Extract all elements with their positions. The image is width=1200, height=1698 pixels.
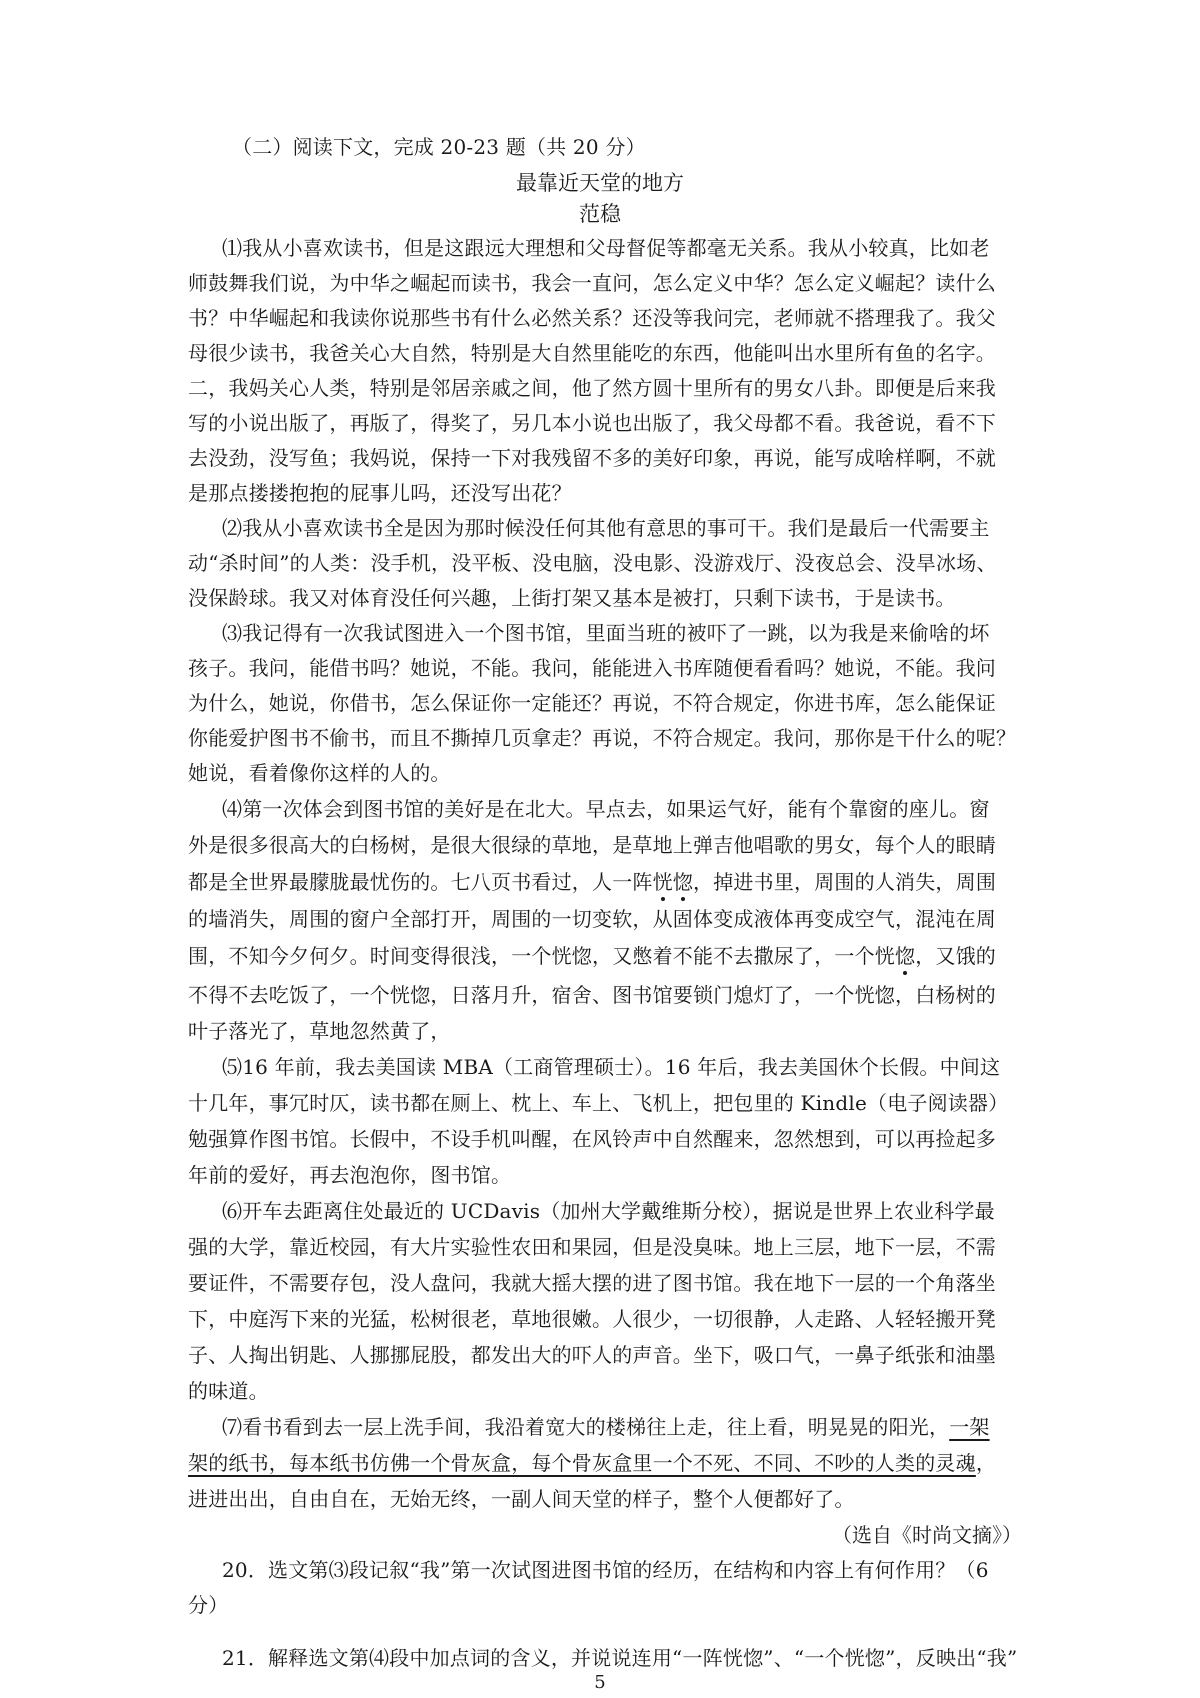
paragraph-5-line: 年前的爱好，再去泡泡你，图书馆。 [188,1163,512,1187]
paragraph-1-line: 书？中华崛起和我读你说那些书有什么必然关系？还没等我问完，老师就不搭理我了。我父 [188,306,996,330]
article-title: 最靠近天堂的地方 [516,171,684,195]
paragraph-7-line: 进进出出，自由自在，无始无终，一副人间天堂的样子，整个人便都好了。 [188,1487,855,1511]
paragraph-4-line [188,869,996,895]
paragraph-1-line: 去没劲，没写鱼；我妈说，保持一下对我残留不多的美好印象，再说，能写成啥样啊，不就 [188,446,996,470]
paragraph-1-line: 师鼓舞我们说，为中华之崛起而读书，我会一直问，怎么定义中华？怎么定义崛起？读什么 [188,271,996,295]
emphasis-dot-word: 惚 [672,870,694,894]
paragraph-5-line: ⑸16 年前，我去美国读 MBA（工商管理硕士）。16 年后，我去美国休个长假。中间这 [222,1055,1001,1079]
question-20: 20．选文第⑶段记叙“我”第一次试图进图书馆的经历，在结构和内容上有何作用？（6 [222,1558,989,1582]
paragraph-6-line: 下，中庭泻下来的光猛，松树很老，草地很嫩。人很少，一切很静，人走路、人轻轻搬开凳 [188,1307,996,1331]
question-20-continuation: 分） [188,1593,229,1617]
paragraph-3-line: 你能爱护图书不偷书，而且不撕掉几页拿走？再说，不符合规定。我问，那你是干什么的呢？ [188,726,1017,750]
paragraph-6-line: ⑹开车去距离住处最近的 UCDavis（加州大学戴维斯分校），据说是世界上农业科学最 [222,1199,995,1223]
article-source: （选自《时尚文摘》） [832,1523,1022,1547]
paragraph-3-line: 她说，看着像你这样的人的。 [188,761,451,785]
paragraph-4-line: 的墙消失，周围的窗户全部打开，周围的一切变软，从固体变成液体再变成空气，混沌在周 [188,907,996,931]
paragraph-6-line: 子、人掏出钥匙、人挪挪屁股，都发出大的吓人的声音。坐下，吸口气，一鼻子纸张和油墨 [188,1343,996,1367]
paragraph-4-text: 都是全世界最朦胧最忧伤的。七八页书看过，人一阵 [188,870,653,894]
paragraph-1-line: 二，我妈关心人类，特别是邻居亲戚之间，他了然方圆十里所有的男女八卦。即便是后来我 [188,376,996,400]
paragraph-7-text: ⑺看书看到去一层上洗手间，我沿着宽大的楼梯往上走，往上看，明晃晃的阳光， [222,1415,950,1439]
paragraph-4-text: ，掉进书里，周围的人消失，周围 [693,870,997,894]
paragraph-4-line: 外是很多很高大的白杨树，是很大很绿的草地，是草地上弹吉他唱歌的男女，每个人的眼睛 [188,833,996,857]
paragraph-7-line [222,1414,990,1440]
underlined-sentence: 架的纸书，每本纸书仿佛一个骨灰盒，每个骨灰盒里一个不死、不同、不吵的人类的灵魂 [188,1451,976,1475]
paragraph-2-line: ⑵我从小喜欢读书全是因为那时候没任何其他有意思的事可干。我们是最后一代需要主 [222,516,990,540]
paragraph-2-line: 没保龄球。我又对体育没任何兴趣，上街打架又基本是被打，只剩下读书，于是读书。 [188,586,956,610]
paragraph-1-line: 母很少读书，我爸关心大自然，特别是大自然里能吃的东西，他能叫出水里所有鱼的名字。 [188,341,996,365]
paragraph-4-text: ，又饿的 [915,944,997,968]
paragraph-7-text: ， [975,1451,997,1475]
emphasis-dot-word: 惚 [895,944,916,968]
paragraph-1-line: ⑴我从小喜欢读书，但是这跟远大理想和父母督促等都毫无关系。我从小较真，比如老 [222,236,990,260]
paragraph-1-line: 写的小说出版了，再版了，得奖了，另几本小说也出版了，我父母都不看。我爸说，看不下 [188,411,996,435]
page-number: 5 [594,1672,606,1693]
paragraph-1-line: 是那点搂搂抱抱的屁事儿吗，还没写出花？ [188,481,572,505]
article-author: 范稳 [579,202,621,226]
underlined-sentence: 一架 [949,1415,990,1439]
paragraph-4-line: 不得不去吃饭了，一个恍惚，日落月升，宿舍、图书馆要锁门熄灯了，一个恍惚，白杨树的 [188,983,996,1007]
paragraph-3-line: ⑶我记得有一次我试图进入一个图书馆，里面当班的被吓了一跳，以为我是来偷啥的坏 [222,621,990,645]
paragraph-7-line [188,1450,996,1476]
paragraph-4-line: ⑷第一次体会到图书馆的美好是在北大。早点去，如果运气好，能有个靠窗的座儿。窗 [222,797,990,821]
paragraph-4-line: 叶子落光了，草地忽然黄了， [188,1019,451,1043]
question-21: 21．解释选文第⑷段中加点词的含义，并说说连用“一阵恍惚”、“一个恍惚”，反映出“我” [222,1646,1018,1670]
paragraph-3-line: 孩子。我问，能借书吗？她说，不能。我问，能能进入书库随便看看吗？她说，不能。我问 [188,656,996,680]
paragraph-5-line: 勉强算作图书馆。长假中，不设手机叫醒，在风铃声中自然醒来，忽然想到，可以再捡起多 [188,1127,996,1151]
paragraph-3-line: 为什么，她说，你借书，怎么保证你一定能还？再说，不符合规定，你进书库，怎么能保证 [188,691,996,715]
section-heading: （二）阅读下文，完成 20-23 题（共 20 分） [232,135,646,159]
paragraph-4-text: 围，不知今夕何夕。时间变得很浅，一个恍惚，又憋着不能不去撒尿了，一个恍 [188,944,895,968]
emphasis-dot-word: 恍 [652,870,673,894]
paragraph-4-line [188,943,996,969]
paragraph-6-line: 强的大学，靠近校园，有大片实验性农田和果园，但是没臭味。地上三层，地下一层，不需 [188,1235,996,1259]
paragraph-6-line: 要证件，不需要存包，没人盘问，我就大摇大摆的进了图书馆。我在地下一层的一个角落坐 [188,1271,996,1295]
paragraph-2-line: 动“杀时间”的人类：没手机，没平板、没电脑，没电影、没游戏厅、没夜总会、没旱冰场、 [188,551,997,575]
paragraph-6-line: 的味道。 [188,1379,269,1403]
paragraph-5-line: 十几年，事冗时仄，读书都在厕上、枕上、车上、飞机上，把包里的 Kindle（电子阅读器） [188,1091,1009,1115]
